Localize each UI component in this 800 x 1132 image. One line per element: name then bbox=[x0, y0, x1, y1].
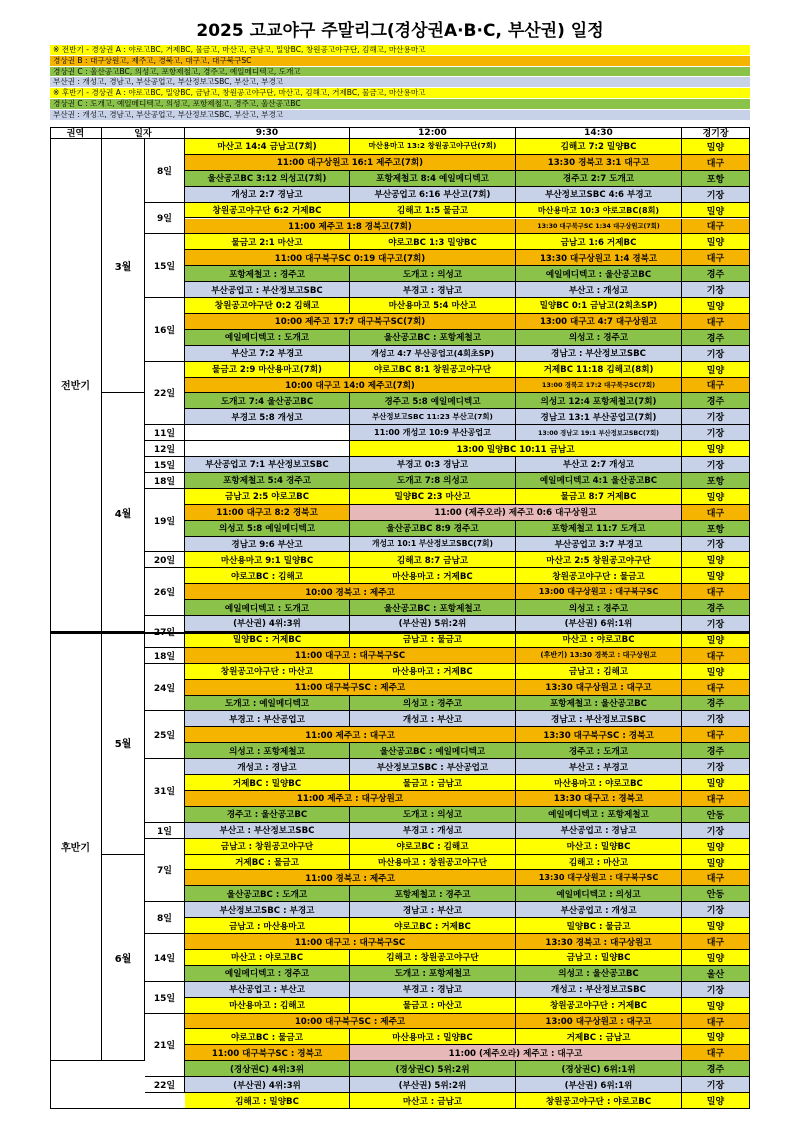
game-cell: 11:00 (제주오라) 제주고 0:6 대구상원고 bbox=[350, 505, 682, 521]
game-cell: 거제BC 11:18 김해고(8회) bbox=[516, 362, 682, 378]
day-label: 18일 bbox=[145, 473, 185, 489]
venue-cell: 대구 bbox=[682, 1014, 750, 1030]
game-cell: 울산공고BC 8:9 경주고 bbox=[350, 521, 516, 537]
game-cell: 의성고 12:4 포항제철고(7회) bbox=[516, 393, 682, 409]
game-cell: (후반기) 13:30 경북고 : 대구상원고 bbox=[516, 648, 682, 664]
venue-cell: 기장 bbox=[682, 616, 750, 632]
game-cell: 금남고 : 물금고 bbox=[350, 632, 516, 648]
game-cell: 개성고 : 경남고 bbox=[185, 759, 350, 775]
venue-cell: 기장 bbox=[682, 759, 750, 775]
game-cell: 경주고 5:8 예일메디텍고 bbox=[350, 393, 516, 409]
game-cell: 경주고 2:7 도개고 bbox=[516, 171, 682, 187]
venue-cell: 기장 bbox=[682, 457, 750, 473]
day-label: 22일 bbox=[145, 1077, 185, 1093]
game-cell: 부산공업고 : 개성고 bbox=[516, 902, 682, 918]
game-cell: 물금고 : 마산고 bbox=[350, 998, 516, 1014]
game-cell: 마산용마고 : 야로고BC bbox=[516, 775, 682, 791]
venue-cell: 대구 bbox=[682, 155, 750, 171]
venue-cell: 밀양 bbox=[682, 234, 750, 250]
half-label: 후반기 bbox=[50, 632, 102, 1061]
month-label: 3월 bbox=[102, 139, 145, 393]
game-cell: (부산권) 6위:1위 bbox=[516, 1077, 682, 1093]
day-label: 16일 bbox=[145, 298, 185, 362]
game-cell: (부산권) 6위:1위 bbox=[516, 616, 682, 632]
game-cell: 예일메디텍고 : 포항제철고 bbox=[516, 807, 682, 823]
game-cell: 11:00 대구고 : 대구북구SC bbox=[185, 648, 516, 664]
game-cell: 울산공고BC : 예일메디텍고 bbox=[350, 743, 516, 759]
venue-cell: 포항 bbox=[682, 521, 750, 537]
legend-line: 경상권 C : 도개고, 예일메디텍고, 의성고, 포항제철고, 경주고, 울산공고BC bbox=[50, 99, 750, 110]
game-cell: 경남고 : 부산정보고SBC bbox=[516, 346, 682, 362]
game-cell: 13:00 경남고 19:1 부산정보고SBC(7회) bbox=[516, 425, 682, 441]
day-label: 27일 bbox=[145, 616, 185, 648]
game-cell: 마산용마고 13:2 창원공고야구단(7회) bbox=[350, 139, 516, 155]
game-cell: 예일메디텍고 : 의성고 bbox=[516, 886, 682, 902]
game-cell: 13:30 대구고 : 경북고 bbox=[516, 791, 682, 807]
venue-cell: 경주 bbox=[682, 393, 750, 409]
day-label: 15일 bbox=[145, 234, 185, 298]
game-cell: 경남고 : 부산고 bbox=[350, 902, 516, 918]
venue-cell: 포항 bbox=[682, 473, 750, 489]
legend-line: 경상권 B : 대구상원고, 제주고, 경북고, 대구고, 대구북구SC bbox=[50, 56, 750, 67]
game-cell: 밀양BC : 물금고 bbox=[516, 918, 682, 934]
day-label: 25일 bbox=[145, 711, 185, 759]
legend-line: 부산권 : 개성고, 경남고, 부산공업고, 부산정보고SBC, 부산고, 부경고 bbox=[50, 110, 750, 121]
game-cell: 11:00 대구상원고 16:1 제주고(7회) bbox=[185, 155, 516, 171]
game-cell: 예일메디텍고 : 울산공고BC bbox=[516, 266, 682, 282]
venue-cell: 대구 bbox=[682, 1045, 750, 1061]
venue-cell: 밀양 bbox=[682, 298, 750, 314]
game-cell: 금남고 : 김해고 bbox=[516, 664, 682, 680]
venue-cell: 대구 bbox=[682, 934, 750, 950]
game-cell: (부산권) 5위:2위 bbox=[350, 616, 516, 632]
venue-cell: 경주 bbox=[682, 266, 750, 282]
game-cell: 부산공업고 6:16 부산고(7회) bbox=[350, 187, 516, 203]
venue-cell: 기장 bbox=[682, 346, 750, 362]
day-label: 24일 bbox=[145, 664, 185, 712]
venue-cell: 밀양 bbox=[682, 552, 750, 568]
game-cell: 마산고 : 야로고BC bbox=[185, 950, 350, 966]
page-title: 2025 고교야구 주말리그(경상권A·B·C, 부산권) 일정 bbox=[196, 21, 604, 41]
game-cell: 창원공고야구단 : 물금고 bbox=[516, 568, 682, 584]
game-cell: 부경고 0:3 경남고 bbox=[350, 457, 516, 473]
game-cell: 마산용마고 9:1 밀양BC bbox=[185, 552, 350, 568]
game-cell: 11:00 경북고 : 제주고 bbox=[185, 870, 516, 886]
game-cell: 부산공업고 : 부산정보고SBC bbox=[185, 282, 350, 298]
game-cell: 개성고 4:7 부산공업고(4회초SP) bbox=[350, 346, 516, 362]
game-cell: 13:00 대구상원고 : 대구북구SC bbox=[516, 584, 682, 600]
game-cell: 예일메디텍고 : 도개고 bbox=[185, 330, 350, 346]
game-cell: 부산공업고 7:1 부산정보고SBC bbox=[185, 457, 350, 473]
game-cell: 13:00 대구상원고 : 대구고 bbox=[516, 1014, 682, 1030]
day-label: 1일 bbox=[145, 823, 185, 839]
venue-cell: 안동 bbox=[682, 807, 750, 823]
game-cell: 10:00 제주고 17:7 대구북구SC(7회) bbox=[185, 314, 516, 330]
header-time-1200: 12:00 bbox=[350, 127, 516, 139]
game-cell: 부경고 : 개성고 bbox=[350, 823, 516, 839]
game-cell: 마산고 : 금남고 bbox=[350, 1093, 516, 1109]
game-cell: 김해고 : 마산고 bbox=[516, 855, 682, 871]
game-cell: 물금고 8:7 거제BC bbox=[516, 489, 682, 505]
game-cell: 11:00 대구고 : 대구북구SC bbox=[185, 934, 516, 950]
game-cell: 도개고 : 포항제철고 bbox=[350, 966, 516, 982]
day-label: 7일 bbox=[145, 839, 185, 903]
game-cell: (부산권) 5위:2위 bbox=[350, 1077, 516, 1093]
venue-cell: 밀양 bbox=[682, 998, 750, 1014]
game-cell: 부산공업고 : 부산고 bbox=[185, 982, 350, 998]
game-cell: 경남고 13:1 부산공업고(7회) bbox=[516, 409, 682, 425]
game-cell: (부산권) 4위:3위 bbox=[185, 616, 350, 632]
game-cell: 부산공업고 : 경남고 bbox=[516, 823, 682, 839]
venue-cell: 밀양 bbox=[682, 855, 750, 871]
game-cell: 의성고 : 경주고 bbox=[516, 330, 682, 346]
game-cell: 13:00 대구고 4:7 대구상원고 bbox=[516, 314, 682, 330]
game-cell: 개성고 10:1 부산정보고SBC(7회) bbox=[350, 537, 516, 553]
game-cell: 김해고 : 창원공고야구단 bbox=[350, 950, 516, 966]
game-cell: 마산용마고 : 창원공고야구단 bbox=[350, 855, 516, 871]
game-cell: 마산용마고 : 김해고 bbox=[185, 998, 350, 1014]
venue-cell: 기장 bbox=[682, 711, 750, 727]
game-cell: 13:30 대구상원고 : 대구북구SC bbox=[516, 870, 682, 886]
game-cell: (경상권C) 5위:2위 bbox=[350, 1061, 516, 1077]
game-cell: 창원공고야구단 : 야로고BC bbox=[516, 1093, 682, 1109]
game-cell: 13:30 대구북구SC : 경북고 bbox=[516, 727, 682, 743]
game-cell: 거제BC : 물금고 bbox=[185, 855, 350, 871]
game-cell: 예일메디텍고 : 경주고 bbox=[185, 966, 350, 982]
game-cell: 13:30 대구상원고 1:4 경북고 bbox=[516, 250, 682, 266]
day-label: 12일 bbox=[145, 441, 185, 457]
month-label: 6월 bbox=[102, 855, 145, 1062]
day-label: 19일 bbox=[145, 489, 185, 553]
day-label: 14일 bbox=[145, 934, 185, 982]
venue-cell: 대구 bbox=[682, 680, 750, 696]
game-cell bbox=[185, 425, 350, 441]
venue-cell: 대구 bbox=[682, 791, 750, 807]
venue-cell: 대구 bbox=[682, 505, 750, 521]
game-cell: (경상권C) 6위:1위 bbox=[516, 1061, 682, 1077]
month-label: 5월 bbox=[102, 632, 145, 855]
venue-cell: 기장 bbox=[682, 1077, 750, 1093]
game-cell: (경상권C) 4위:3위 bbox=[185, 1061, 350, 1077]
game-cell: 개성고 2:7 경남고 bbox=[185, 187, 350, 203]
game-cell: 포항제철고 : 경주고 bbox=[185, 266, 350, 282]
half-label: 전반기 bbox=[50, 139, 102, 632]
game-cell: 도개고 7:4 울산공고BC bbox=[185, 393, 350, 409]
venue-cell: 밀양 bbox=[682, 489, 750, 505]
venue-cell: 기장 bbox=[682, 823, 750, 839]
day-label: 20일 bbox=[145, 552, 185, 568]
day-label: 26일 bbox=[145, 568, 185, 616]
game-cell: 마산용마고 : 밀양BC bbox=[350, 1029, 516, 1045]
game-cell: 물금고 2:1 마산고 bbox=[185, 234, 350, 250]
game-cell: (부산권) 4위:3위 bbox=[185, 1077, 350, 1093]
game-cell: 부경고 5:8 개성고 bbox=[185, 409, 350, 425]
game-cell: 밀양BC : 거제BC bbox=[185, 632, 350, 648]
game-cell: 부산정보고SBC 4:6 부경고 bbox=[516, 187, 682, 203]
legend-line: 부산권 : 개성고, 경남고, 부산공업고, 부산정보고SBC, 부산고, 부경고 bbox=[50, 77, 750, 88]
game-cell: 부산고 7:2 부경고 bbox=[185, 346, 350, 362]
venue-cell: 기장 bbox=[682, 425, 750, 441]
game-cell: 포항제철고 8:4 예일메디텍고 bbox=[350, 171, 516, 187]
legend-line: 경상권 C : 울산공고BC, 의성고, 포항제철고, 경주고, 예일메디텍고, 도개고 bbox=[50, 67, 750, 78]
game-cell: 부산정보고SBC : 부경고 bbox=[185, 902, 350, 918]
venue-cell: 기장 bbox=[682, 187, 750, 203]
game-cell: 김해고 8:7 금남고 bbox=[350, 552, 516, 568]
day-label: 9일 bbox=[145, 203, 185, 235]
game-cell: 부산고 : 부경고 bbox=[516, 759, 682, 775]
game-cell: 예일메디텍고 : 도개고 bbox=[185, 600, 350, 616]
game-cell: 의성고 5:8 예일메디텍고 bbox=[185, 521, 350, 537]
game-cell: 야로고BC : 김해고 bbox=[350, 839, 516, 855]
day-label: 8일 bbox=[145, 139, 185, 203]
game-cell: 거제BC : 밀양BC bbox=[185, 775, 350, 791]
game-cell: 부산정보고SBC : 부산공업고 bbox=[350, 759, 516, 775]
venue-cell: 대구 bbox=[682, 870, 750, 886]
game-cell: 11:00 제주고 1:8 경북고(7회) bbox=[185, 219, 516, 235]
venue-cell: 밀양 bbox=[682, 139, 750, 155]
game-cell: 도개고 : 의성고 bbox=[350, 807, 516, 823]
game-cell: 금남고 1:6 거제BC bbox=[516, 234, 682, 250]
legend-line: ※ 전반기 - 경상권 A : 야로고BC, 거제BC, 물금고, 마산고, 금남고, 밀양BC, 창원공고야구단, 김해고, 마산용마고 bbox=[50, 45, 750, 56]
game-cell: 마산고 14:4 금남고(7회) bbox=[185, 139, 350, 155]
game-cell: 창원공고야구단 : 마산고 bbox=[185, 664, 350, 680]
game-cell: 포항제철고 5:4 경주고 bbox=[185, 473, 350, 489]
game-cell: 울산공고BC : 포항제철고 bbox=[350, 330, 516, 346]
venue-cell: 밀양 bbox=[682, 568, 750, 584]
venue-cell: 밀양 bbox=[682, 775, 750, 791]
game-cell: 의성고 : 울산공고BC bbox=[516, 966, 682, 982]
game-cell: 마산고 : 야로고BC bbox=[516, 632, 682, 648]
venue-cell: 경주 bbox=[682, 600, 750, 616]
venue-cell: 밀양 bbox=[682, 1029, 750, 1045]
game-cell: 11:00 대구고 8:2 경북고 bbox=[185, 505, 350, 521]
game-cell: 10:00 경북고 : 제주고 bbox=[185, 584, 516, 600]
game-cell: 부산고 2:7 개성고 bbox=[516, 457, 682, 473]
venue-cell: 기장 bbox=[682, 537, 750, 553]
game-cell: 11:00 대구북구SC : 제주고 bbox=[185, 680, 516, 696]
day-label: 8일 bbox=[145, 902, 185, 934]
game-cell: 부산고 : 개성고 bbox=[516, 282, 682, 298]
game-cell: 의성고 : 포항제철고 bbox=[185, 743, 350, 759]
game-cell: 김해고 7:2 밀양BC bbox=[516, 139, 682, 155]
day-label: 31일 bbox=[145, 759, 185, 823]
game-cell: 11:00 제주고 : 대구고 bbox=[185, 727, 516, 743]
game-cell: 도개고 : 의성고 bbox=[350, 266, 516, 282]
game-cell: 부경고 : 경남고 bbox=[350, 982, 516, 998]
game-cell: 마산용마고 : 거제BC bbox=[350, 664, 516, 680]
venue-cell: 기장 bbox=[682, 982, 750, 998]
game-cell: 창원공고야구단 0:2 김해고 bbox=[185, 298, 350, 314]
game-cell: 창원공고야구단 6:2 거제BC bbox=[185, 203, 350, 219]
venue-cell: 대구 bbox=[682, 727, 750, 743]
game-cell: 도개고 7:8 의성고 bbox=[350, 473, 516, 489]
game-cell: 거제BC : 금남고 bbox=[516, 1029, 682, 1045]
game-cell: 야로고BC : 물금고 bbox=[185, 1029, 350, 1045]
venue-cell: 밀양 bbox=[682, 839, 750, 855]
game-cell: 의성고 : 경주고 bbox=[350, 696, 516, 712]
game-cell: 예일메디텍고 4:1 울산공고BC bbox=[516, 473, 682, 489]
game-cell: 개성고 : 부산고 bbox=[350, 711, 516, 727]
game-cell: 경주고 : 울산공고BC bbox=[185, 807, 350, 823]
game-cell: 금남고 : 밀양BC bbox=[516, 950, 682, 966]
venue-cell: 경주 bbox=[682, 696, 750, 712]
game-cell: 마산용마고 : 거제BC bbox=[350, 568, 516, 584]
game-cell: 마산고 : 밀양BC bbox=[516, 839, 682, 855]
day-label: 11일 bbox=[145, 425, 185, 441]
game-cell: 마산용마고 10:3 야로고BC(8회) bbox=[516, 203, 682, 219]
game-cell: 13:00 밀양BC 10:11 금남고 bbox=[350, 441, 682, 457]
venue-cell: 밀양 bbox=[682, 664, 750, 680]
game-cell: 야로고BC 8:1 창원공고야구단 bbox=[350, 362, 516, 378]
header-time-1430: 14:30 bbox=[516, 127, 682, 139]
venue-cell: 기장 bbox=[682, 409, 750, 425]
game-cell: 금남고 : 마산용마고 bbox=[185, 918, 350, 934]
schedule-table bbox=[50, 127, 750, 1109]
game-cell: 13:30 경북고 3:1 대구고 bbox=[516, 155, 682, 171]
day-label: 18일 bbox=[145, 648, 185, 664]
game-cell: 밀양BC 0:1 금남고(2회초SP) bbox=[516, 298, 682, 314]
game-cell: 도개고 : 예일메디텍고 bbox=[185, 696, 350, 712]
venue-cell: 밀양 bbox=[682, 441, 750, 457]
venue-cell: 대구 bbox=[682, 250, 750, 266]
game-cell: 금남고 : 창원공고야구단 bbox=[185, 839, 350, 855]
game-cell: 물금고 2:9 마산용마고(7회) bbox=[185, 362, 350, 378]
game-cell: 13:30 대구상원고 : 대구고 bbox=[516, 680, 682, 696]
game-cell: 개성고 : 부산정보고SBC bbox=[516, 982, 682, 998]
day-label: 21일 bbox=[145, 1014, 185, 1078]
game-cell: 김해고 : 밀양BC bbox=[185, 1093, 350, 1109]
game-cell: 포항제철고 : 울산공고BC bbox=[516, 696, 682, 712]
venue-cell: 경주 bbox=[682, 1061, 750, 1077]
venue-cell: 대구 bbox=[682, 584, 750, 600]
month-label: 4월 bbox=[102, 393, 145, 632]
game-cell: 포항제철고 11:7 도개고 bbox=[516, 521, 682, 537]
game-cell: 창원공고야구단 : 거제BC bbox=[516, 998, 682, 1014]
game-cell: 김해고 1:5 물금고 bbox=[350, 203, 516, 219]
day-label: 15일 bbox=[145, 982, 185, 1014]
game-cell: 10:00 대구고 14:0 제주고(7회) bbox=[185, 378, 516, 394]
league-legend bbox=[50, 45, 750, 121]
game-cell: 의성고 : 경주고 bbox=[516, 600, 682, 616]
venue-cell: 밀양 bbox=[682, 632, 750, 648]
venue-cell: 경주 bbox=[682, 743, 750, 759]
venue-cell: 울산 bbox=[682, 966, 750, 982]
game-cell: 13:30 경북고 : 대구상원고 bbox=[516, 934, 682, 950]
venue-cell: 대구 bbox=[682, 378, 750, 394]
game-cell: 11:00 대구북구SC : 경북고 bbox=[185, 1045, 350, 1061]
game-cell: 11:00 대구북구SC 0:19 대구고(7회) bbox=[185, 250, 516, 266]
venue-cell: 밀양 bbox=[682, 203, 750, 219]
venue-cell: 기장 bbox=[682, 902, 750, 918]
venue-cell: 대구 bbox=[682, 314, 750, 330]
game-cell: 11:00 개성고 10:9 부산공업고 bbox=[350, 425, 516, 441]
game-cell: 울산공고BC : 도개고 bbox=[185, 886, 350, 902]
game-cell: 울산공고BC : 포항제철고 bbox=[350, 600, 516, 616]
game-cell: 야로고BC : 김해고 bbox=[185, 568, 350, 584]
game-cell: 야로고BC : 거제BC bbox=[350, 918, 516, 934]
header-date: 일자 bbox=[102, 127, 185, 139]
game-cell: 야로고BC 1:3 밀양BC bbox=[350, 234, 516, 250]
game-cell: 밀양BC 2:3 마산고 bbox=[350, 489, 516, 505]
game-cell: 울산공고BC 3:12 의성고(7회) bbox=[185, 171, 350, 187]
game-cell: 포항제철고 : 경주고 bbox=[350, 886, 516, 902]
game-cell: 금남고 2:5 야로고BC bbox=[185, 489, 350, 505]
game-cell: 부산공업고 3:7 부경고 bbox=[516, 537, 682, 553]
venue-cell: 안동 bbox=[682, 886, 750, 902]
game-cell: 11:00 (제주오라) 제주고 : 대구고 bbox=[350, 1045, 682, 1061]
game-cell: 부산고 : 부산정보고SBC bbox=[185, 823, 350, 839]
game-cell: 마산용마고 5:4 마산고 bbox=[350, 298, 516, 314]
header-region: 권역 bbox=[50, 127, 102, 139]
venue-cell: 밀양 bbox=[682, 1093, 750, 1109]
game-cell: 13:00 경북고 17:2 대구북구SC(7회) bbox=[516, 378, 682, 394]
game-cell: 부경고 : 경남고 bbox=[350, 282, 516, 298]
venue-cell: 밀양 bbox=[682, 362, 750, 378]
game-cell: 10:00 대구북구SC : 제주고 bbox=[185, 1014, 516, 1030]
game-cell: 경남고 : 부산정보고SBC bbox=[516, 711, 682, 727]
game-cell: 부경고 : 부산공업고 bbox=[185, 711, 350, 727]
game-cell: 마산고 2:5 창원공고야구단 bbox=[516, 552, 682, 568]
game-cell: 경남고 9:6 부산고 bbox=[185, 537, 350, 553]
day-label: 22일 bbox=[145, 362, 185, 426]
game-cell: 11:00 제주고 : 대구상원고 bbox=[185, 791, 516, 807]
day-label: 15일 bbox=[145, 457, 185, 473]
game-cell: 경주고 : 도개고 bbox=[516, 743, 682, 759]
legend-line: ※ 후반기 - 경상권 A : 야로고BC, 밀양BC, 금남고, 창원공고야구단, 마산고, 김해고, 거제BC, 물금고, 마산용마고 bbox=[50, 88, 750, 99]
game-cell: 부산정보고SBC 11:23 부산고(7회) bbox=[350, 409, 516, 425]
venue-cell: 경주 bbox=[682, 330, 750, 346]
game-cell: 물금고 : 금남고 bbox=[350, 775, 516, 791]
venue-cell: 대구 bbox=[682, 648, 750, 664]
game-cell bbox=[185, 441, 350, 457]
venue-cell: 기장 bbox=[682, 282, 750, 298]
venue-cell: 밀양 bbox=[682, 950, 750, 966]
venue-cell: 포항 bbox=[682, 171, 750, 187]
header-venue: 경기장 bbox=[682, 127, 750, 139]
game-cell: 13:30 대구북구SC 1:34 대구상원고(7회) bbox=[516, 219, 682, 235]
venue-cell: 대구 bbox=[682, 219, 750, 235]
header-time-930: 9:30 bbox=[185, 127, 350, 139]
venue-cell: 밀양 bbox=[682, 918, 750, 934]
